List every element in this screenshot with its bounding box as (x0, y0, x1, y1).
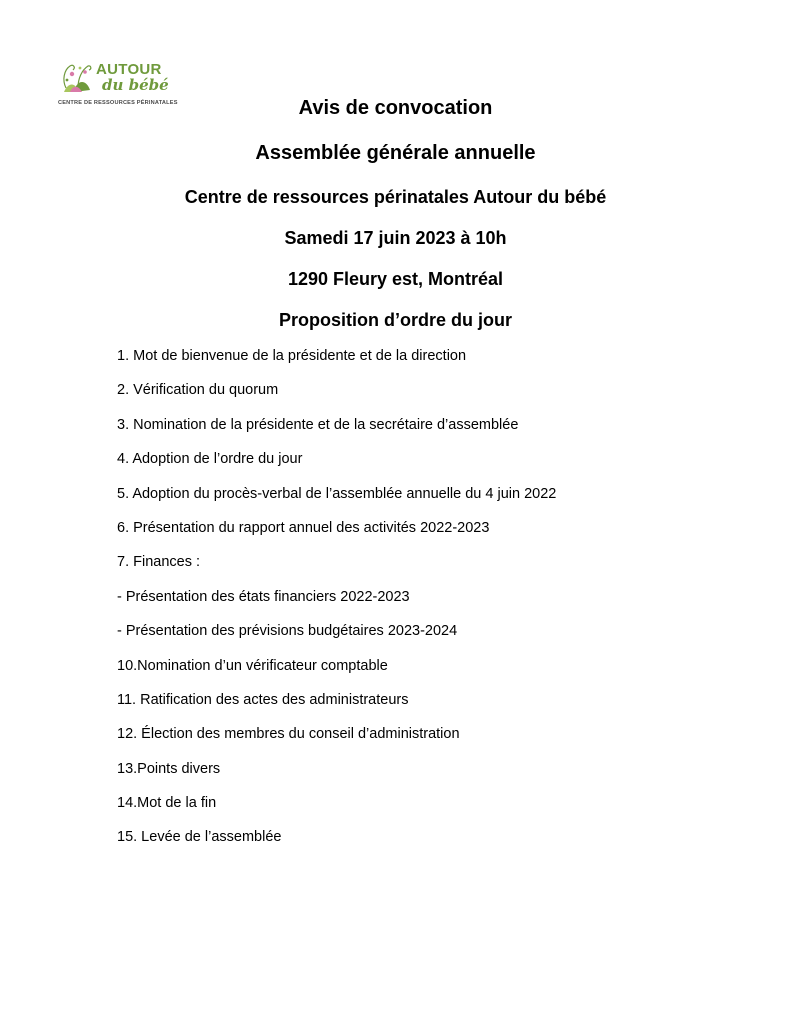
organization-name: Centre de ressources périnatales Autour du bébé (184, 187, 607, 207)
agenda-item: 12. Élection des membres du conseil d’administration (117, 726, 460, 743)
agenda-item: 11. Ratification des actes des administrateurs (117, 691, 409, 708)
agenda-list (117, 346, 556, 862)
logo-word-autour: AUTOUR (96, 61, 162, 78)
agenda-item: 1. Mot de bienvenue de la présidente et de la direction (117, 348, 467, 364)
agenda-subitem: - Présentation des prévisions budgétaires 2023-2024 (117, 623, 458, 640)
agenda-item: 13.Points divers (117, 760, 221, 777)
logo-tagline: CENTRE DE RESSOURCES PÉRINATALES (58, 100, 178, 106)
meeting-date: Samedi 17 juin 2023 à 10h (284, 228, 507, 248)
agenda-item: 6. Présentation du rapport annuel des activités 2022-2023 (117, 519, 490, 536)
agenda-item: 5. Adoption du procès-verbal de l’assemblée annuelle du 4 juin 2022 (117, 485, 557, 502)
notice-title: Avis de convocation (298, 97, 493, 119)
meeting-subtitle: Assemblée générale annuelle (255, 142, 536, 164)
agenda-subitem: - Présentation des états financiers 2022-2023 (117, 588, 410, 605)
meeting-address: 1290 Fleury est, Montréal (287, 269, 504, 289)
agenda-item: 3. Nomination de la présidente et de la secrétaire d’assemblée (117, 416, 519, 433)
agenda-item: 14.Mot de la fin (117, 795, 217, 812)
agenda-item: 4. Adoption de l’ordre du jour (117, 451, 303, 468)
agenda-item: 10.Nomination d’un vérificateur comptable (117, 657, 388, 674)
logo-word-du-bebe: du bébé (102, 76, 169, 94)
agenda-item: 2. Vérification du quorum (117, 382, 279, 399)
agenda-item: 7. Finances : (117, 554, 201, 571)
agenda-title: Proposition d’ordre du jour (279, 310, 512, 330)
agenda-item: 15. Levée de l’assemblée (117, 829, 282, 846)
floral-leaves-icon (58, 58, 98, 98)
